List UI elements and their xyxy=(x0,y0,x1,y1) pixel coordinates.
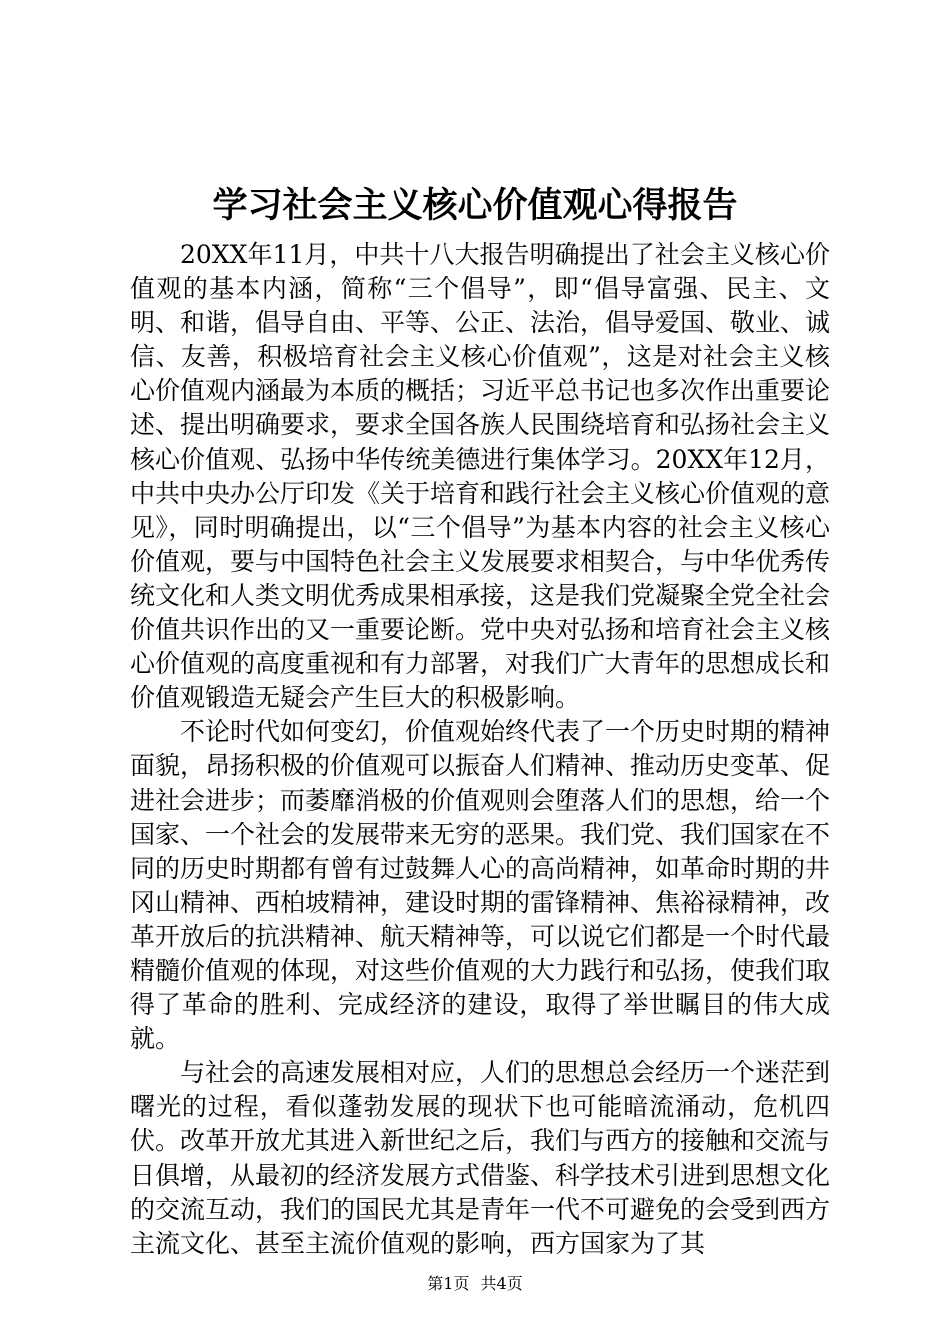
document-title: 学习社会主义核心价值观心得报告 xyxy=(212,185,738,226)
paragraph: 不论时代如何变幻，价值观始终代表了一个历史时期的精神面貌，昂扬积极的价值观可以振奋人们精神、推动历史变革、促进社会进步；而萎靡消极的价值观则会堕落人们的思想，给一个国家、一个社会的发展带来无穷的恶果。我们党、我们国家在不同的历史时期都有曾有过鼓舞人心的高尚精神，如革命时期的井冈山精神、西柏坡精神，建设时期的雷锋精神、焦裕禄精神，改革开放后的抗洪精神、航天精神等，可以说它们都是一个时代最精髓价值观的体现，对这些价值观的大力践行和弘扬，使我们取得了革命的胜利、完成经济的建设，取得了举世瞩目的伟大成就。 xyxy=(130,717,831,1054)
page-total: 共4页 xyxy=(480,1274,523,1293)
page-number: 第1页 xyxy=(427,1274,470,1293)
paragraph: 与社会的高速发展相对应，人们的思想总会经历一个迷茫到曙光的过程，看似蓬勃发展的现状下也可能暗流涌动，危机四伏。改革开放尤其进入新世纪之后，我们与西方的接触和交流与日俱增，从最初的经济发展方式借鉴、科学技术引进到思想文化的交流互动，我们的国民尤其是青年一代不可避免的会受到西方主流文化、甚至主流价值观的影响，西方国家为了其 xyxy=(130,1058,831,1258)
page-footer xyxy=(0,1274,950,1294)
paragraph: 20XX年11月，中共十八大报告明确提出了社会主义核心价值观的基本内涵，简称“三个倡导”，即“倡导富强、民主、文明、和谐，倡导自由、平等、公正、法治，倡导爱国、敬业、诚信、友善，积极培育社会主义核心价值观”，这是对社会主义核心价值观内涵最为本质的概括；习近平总书记也多次作出重要论述、提出明确要求，要求全国各族人民围绕培育和弘扬社会主义核心价值观、弘扬中华传统美德进行集体学习。20XX年12月，中共中央办公厅印发《关于培育和践行社会主义核心价值观的意见》，同时明确提出，以“三个倡导”为基本内容的社会主义核心价值观，要与中国特色社会主义发展要求相契合，与中华优秀传统文化和人类文明优秀成果相承接，这是我们党凝聚全党全社会价值共识作出的又一重要论断。党中央对弘扬和培育社会主义核心价值观的高度重视和有力部署，对我们广大青年的思想成长和价值观锻造无疑会产生巨大的积极影响。 xyxy=(130,240,831,713)
document-body xyxy=(130,238,830,1261)
